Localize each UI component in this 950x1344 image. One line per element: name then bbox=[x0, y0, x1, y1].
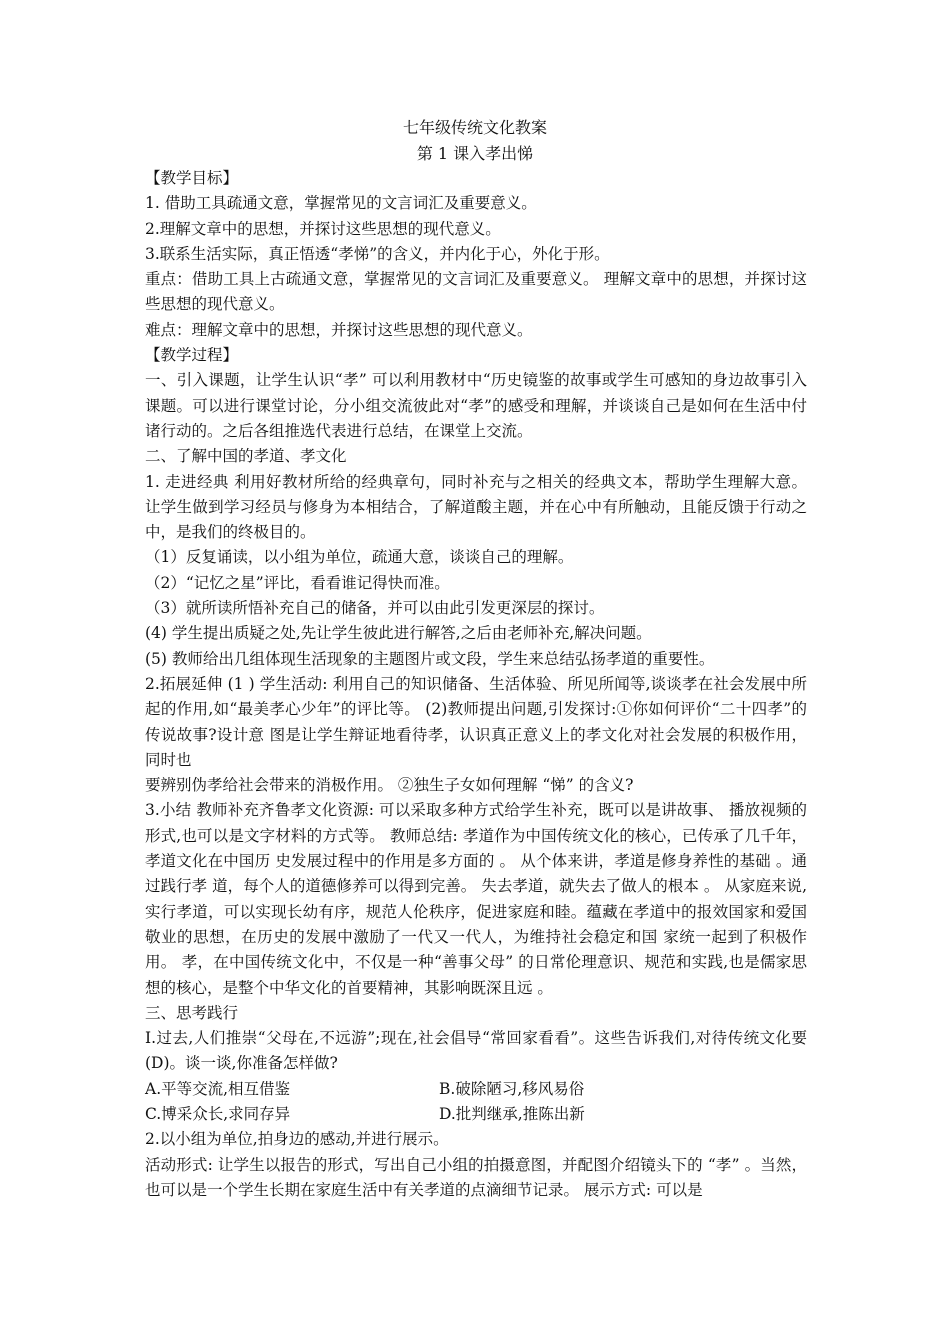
difficult-points: 难点：理解文章中的思想，并探讨这些思想的现代意义。 bbox=[145, 320, 533, 339]
option-c: C.博采众长,求同存异 bbox=[145, 1104, 291, 1123]
step-extension: 2.拓展延伸 (1 ) 学生活动: 利用自己的知识储备、生活体验、所见所闻等,谈谈孝在社会发展中所起的作用,如“最美孝心少年”的评比等。 (2)教师提出问题,引发探讨:①你如何评价“二十四孝”的传说故事?设计意 图是让学生辩证地看待孝，认识真正意义上的孝文化对社会发展的积极作用，同时也 bbox=[145, 674, 807, 769]
goal-2: 2.理解文章中的思想，并探讨这些思想的现代意义。 bbox=[145, 219, 501, 238]
activity-5: (5) 教师给出几组体现生活现象的主题图片或文段，学生来总结弘扬孝道的重要性。 bbox=[145, 649, 715, 668]
lesson-title: 第 1 课入孝出悌 bbox=[416, 144, 534, 163]
document-body bbox=[145, 166, 807, 1203]
step-two-heading: 二、了解中国的孝道、孝文化 bbox=[145, 447, 347, 466]
step-summary: 3.小结 教师补充齐鲁孝文化资源: 可以采取多种方式给学生补充，既可以是讲故事、 播放视频的形式,也可以是文字材料的方式等。 教师总结: 孝道作为中国传统文化的核心，已传承了几千年，孝道文化在中国历 史发展过程中的作用是多方面的 。 从个体来讲，孝道是修身养性的基础 。通过践行孝 道，每个人的道德修养可以得到完善。 失去孝道，就失去了做人的根本 。 从家庭来说,实行孝道，可以实现长幼有序，规范人伦秩序，促进家庭和睦。蕴藏在孝道中的报效国家和爱国敬业的思想，在历史的发展中激励了一代又一代人，为维持社会稳定和国 家统一起到了积极作用。 孝，在中国传统文化中，不仅是一种“善事父母” 的日常伦理意识、规范和实践,也是儒家思想的核心，是整个中华文化的首要精神，其影响既深且远 。 bbox=[145, 801, 807, 997]
goal-3: 3.联系生活实际，真正悟透“孝悌”的含义，并内化于心，外化于形。 bbox=[145, 244, 610, 263]
step-classics: 1. 走进经典 利用好教材所给的经典章句，同时补充与之相关的经典文本，帮助学生理解大意。 让学生做到学习经员与修身为本相结合，了解道酸主题，并在心中有所触动，且能反馈于行动之中，是我们的终极目的。 bbox=[145, 472, 807, 542]
step-three-heading: 三、思考践行 bbox=[145, 1003, 239, 1022]
option-a: A.平等交流,相互借鉴 bbox=[145, 1079, 291, 1098]
question-1: I.过去,人们推崇“父母在,不远游”;现在,社会倡导“常回家看看”。这些告诉我们,对待传统文化要(D)。谈一谈,你准备怎样做? bbox=[145, 1029, 807, 1073]
activity-2: （2）“记忆之星”评比，看看谁记得快而准。 bbox=[145, 573, 450, 592]
section-heading-process: 【教学过程】 bbox=[145, 346, 239, 365]
activity-3: （3）就所读所悟补充自己的储备，并可以由此引发更深层的探讨。 bbox=[145, 599, 605, 618]
step-introduction: 一、引入课题，让学生认识“孝” 可以利用教材中“历史镜鉴的故事或学生可感知的身边故事引入课题。可以进行课堂讨论，分小组交流彼此对“孝”的感受和理解，并谈谈自己是如何在生活中付诸行动的。之后各组推选代表进行总结，在课堂上交流。 bbox=[145, 371, 807, 440]
document-title: 七年级传统文化教案 bbox=[402, 118, 547, 137]
activity-4: (4) 学生提出质疑之处,先让学生彼此进行解答,之后由老师补充,解决问题。 bbox=[145, 624, 652, 643]
option-b: B.破除陋习,移风易俗 bbox=[439, 1079, 585, 1098]
options-row-1 bbox=[145, 1077, 807, 1102]
key-points: 重点：借助工具上古疏通文意，掌握常见的文言词汇及重要意义。 理解文章中的思想，并探讨这些思想的现代意义。 bbox=[145, 270, 807, 314]
section-heading-goals: 【教学目标】 bbox=[145, 169, 239, 187]
goal-1: 1. 借助工具疏通文意，掌握常见的文言词汇及重要意义。 bbox=[145, 194, 537, 213]
option-d: D.批判继承,推陈出新 bbox=[439, 1104, 585, 1123]
activity-1: （1）反复诵读，以小组为单位，疏通大意，谈谈自己的理解。 bbox=[145, 548, 574, 567]
options-row-2 bbox=[145, 1102, 807, 1127]
task-2: 2.以小组为单位,拍身边的感动,并进行展示。 bbox=[145, 1130, 449, 1149]
step-extension-cont: 要辨别伪孝给社会带来的消极作用。 ②独生子女如何理解 “悌” 的含义? bbox=[145, 776, 634, 795]
activity-form: 活动形式: 让学生以报告的形式，写出自己小组的拍摄意图，并配图介绍镜头下的 “孝” 。当然，也可以是一个学生长期在家庭生活中有关孝道的点滴细节记录。 展示方式: 可以是 bbox=[145, 1155, 807, 1199]
